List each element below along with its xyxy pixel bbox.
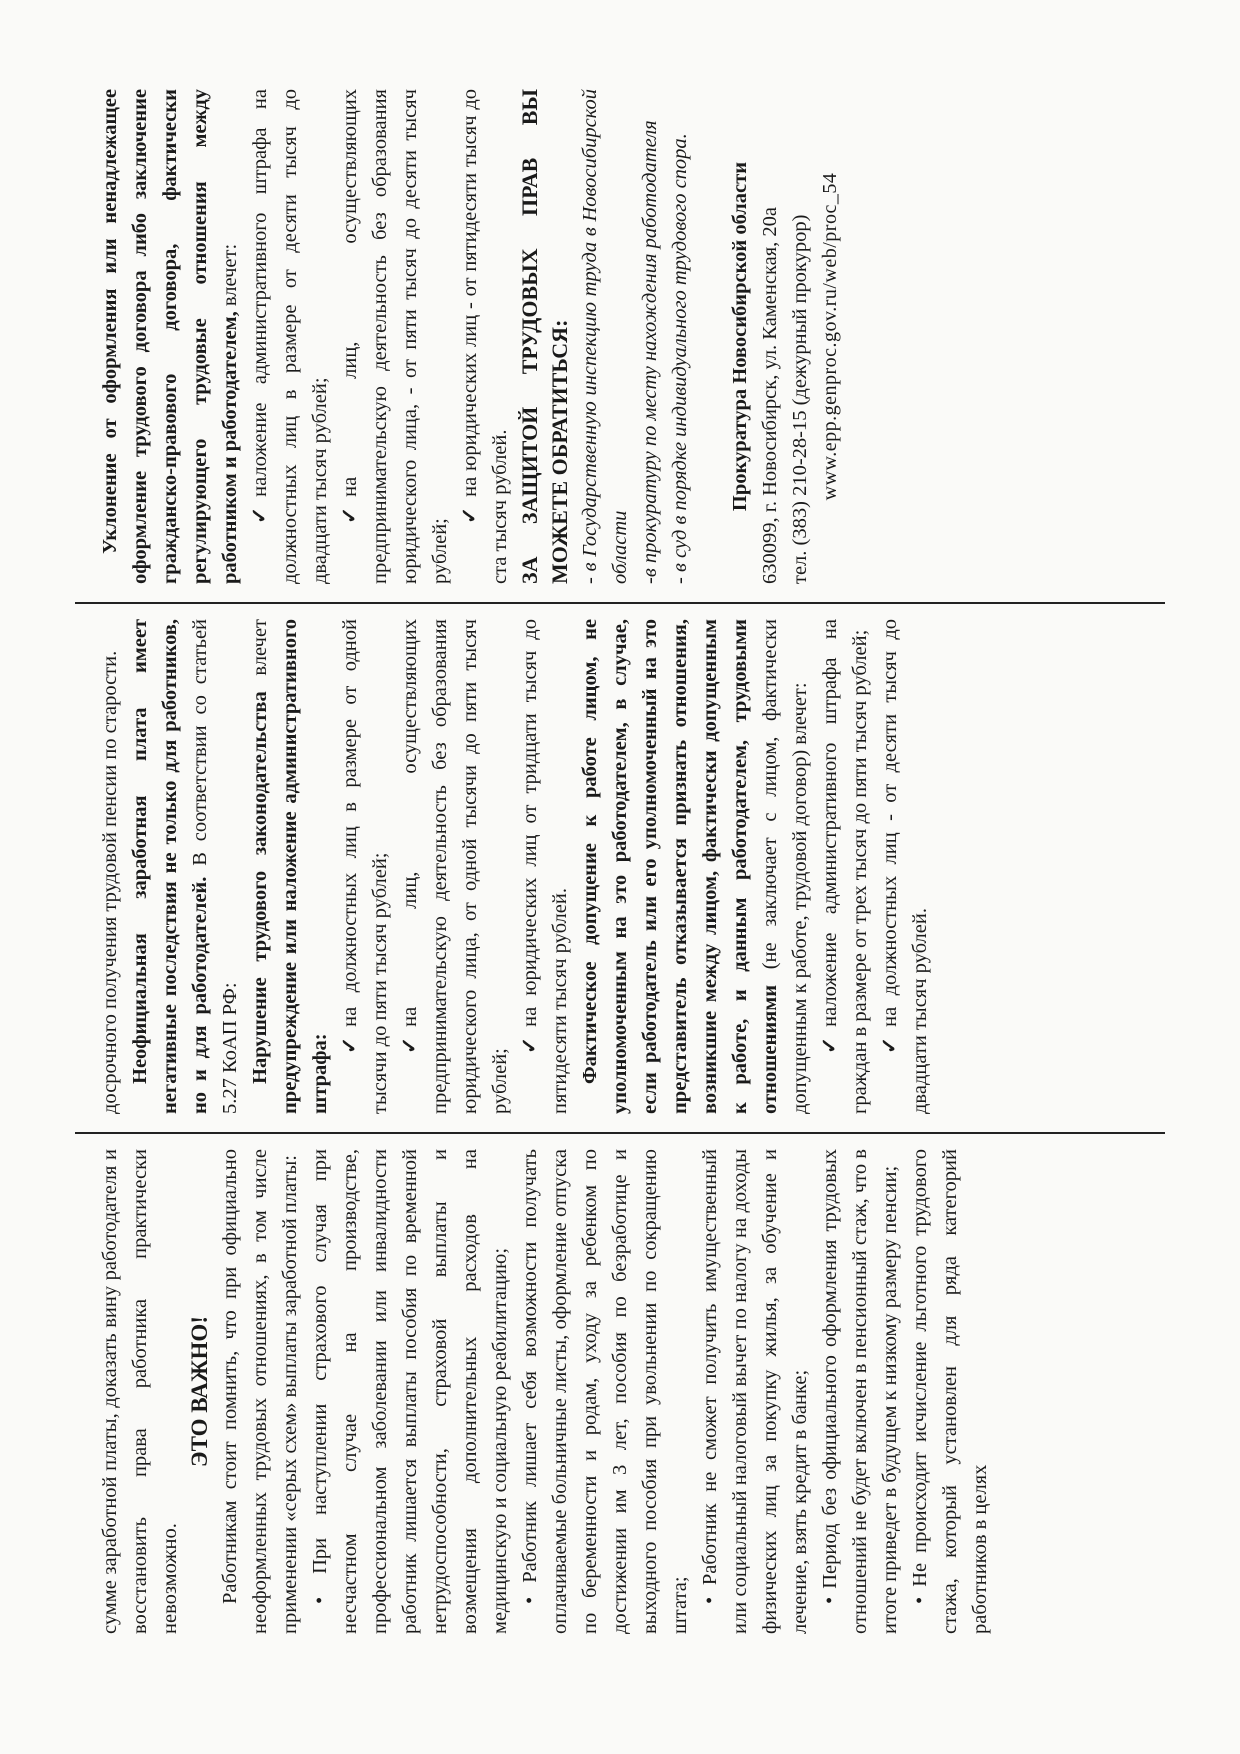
col2-paragraph-1: досрочного получения трудовой пенсии по старости. bbox=[99, 650, 121, 1114]
checkmark-icon: ✓ bbox=[399, 1036, 421, 1054]
col1-bullet-tax-deduction: • Работник не сможет получить имущественный или социальный налоговый вычет по налогу на доходы физических лиц за покупку жилья, за обучение и лечение, взять кредит в банке; bbox=[699, 1149, 811, 1634]
col2-fine-item-officials-2: ✓на должностных лиц - от десяти тысяч до двадцати тысяч рублей. bbox=[875, 619, 935, 1114]
col3-paragraph-1 bbox=[95, 89, 245, 584]
col1-bullet-preferential-service: • Не происходит исчисление льготного трудового стажа, который установлен для ряда категорий работников в целях bbox=[909, 1149, 991, 1634]
column-1 bbox=[95, 1149, 1155, 1634]
col2-paragraph-3 bbox=[245, 619, 335, 1114]
col2-fine-item-officials: ✓на должностных лиц в размере от одной тысячи до пяти тысяч рублей; bbox=[335, 619, 395, 1114]
checkmark-icon: ✓ bbox=[879, 1036, 901, 1054]
column-divider-2 bbox=[75, 602, 1165, 604]
prosecutor-office-name: Прокуратура Новосибирской области bbox=[729, 161, 751, 512]
col3-fine-item-legal-entities: ✓на юридических лиц - от пятидесяти тысяч до ста тысяч рублей. bbox=[455, 89, 515, 584]
col1-bullet-insurance: • При наступлении страхового случая при несчастном случае на производстве, профессиональном заболевании или инвалидности работник лишается выплаты пособия по временной нетрудоспособности, страховой выплаты и возмещения дополнительных расходов на медицинскую и социальную реабилитацию; bbox=[309, 1149, 511, 1634]
col2-violation-heading: Нарушение трудового законодательства bbox=[249, 691, 271, 1084]
col2-entails: влечет bbox=[249, 619, 271, 676]
col1-bullet-pension-period: • Период без официального оформления трудовых отношений не будет включен в пенсионный стаж, что в итоге приведет в будущем к низкому размеру пенсии; bbox=[819, 1149, 901, 1634]
col2-paragraph-2 bbox=[125, 619, 245, 1114]
prosecutor-office-address: 630099, г. Новосибирск, ул. Каменская, 20а bbox=[759, 207, 781, 584]
column-divider-1 bbox=[75, 1132, 1165, 1134]
checkmark-icon: ✓ bbox=[519, 1036, 541, 1054]
col3-entails: влечет: bbox=[219, 243, 241, 307]
column-3 bbox=[95, 89, 1155, 584]
checkmark-icon: ✓ bbox=[339, 1036, 361, 1054]
col3-evasion-heading: Уклонение от оформления или ненадлежащее оформление трудового договора либо заключение гражданско-правового договора, фактически регулирующего трудовые отношения между работником и работодателем, bbox=[99, 89, 241, 584]
col3-fine-item-entrepreneurs: ✓на лиц, осуществляющих предпринимательскую деятельность без образования юридического лица, - от пяти тысяч до десяти тысяч рублей; bbox=[335, 89, 455, 584]
col3-fine-item-officials: ✓наложение административного штрафа на должностных лиц в размере от десяти тысяч до двадцати тысяч рублей; bbox=[245, 89, 335, 584]
col2-paragraph-4 bbox=[575, 619, 815, 1114]
col2-fine-item-citizens: ✓наложение административного штрафа на граждан в размере от трех тысяч до пяти тысяч рублей; bbox=[815, 619, 875, 1114]
col2-actual-admission-rest: (не заключает с лицом, фактически допущенным к работе, трудовой договор) влечет: bbox=[759, 619, 811, 1114]
col2-bold-statement: Неофициальная заработная плата имеет негативные последствия не только для работников, но и для работодателей. bbox=[129, 619, 211, 1114]
column-2 bbox=[95, 619, 1155, 1114]
col2-article-reference: В соответствии со статьей 5.27 КоАП РФ: bbox=[189, 619, 241, 1114]
spacer bbox=[695, 89, 725, 584]
checkmark-icon: ✓ bbox=[819, 1036, 841, 1054]
col2-actual-admission-heading: Фактическое допущение к работе лицом, не уполномоченным на это работодателем, в случае, если работодатель или его уполномоченный на это представитель отказывается признать отношения, возникшие между лицом, фактически допущенным к работе, и данным работодателем, трудовыми отношениями bbox=[579, 619, 781, 1114]
contact-prosecutor-office: -в прокуратуру по месту нахождения работодателя bbox=[639, 120, 661, 584]
protection-heading: ЗА ЗАЩИТОЙ ТРУДОВЫХ ПРАВ ВЫ МОЖЕТЕ ОБРАТИТЬСЯ: bbox=[517, 89, 572, 584]
col1-bullet-sick-leave: • Работник лишает себя возможности получать оплачиваемые больничные листы, оформление отпуска по беременности и родам, уходу за ребенком по достижении им 3 лет, пособия по безработице и выходного пособия при увольнении по сокращению штата; bbox=[519, 1149, 691, 1634]
checkmark-icon: ✓ bbox=[339, 506, 361, 524]
col1-paragraph-1: сумме заработной платы, доказать вину работодателя и восстановить права работника практически невозможно. bbox=[99, 1149, 181, 1634]
checkmark-icon: ✓ bbox=[459, 506, 481, 524]
prosecutor-office-phone: тел. (383) 210-28-15 (дежурный прокурор) bbox=[789, 214, 811, 584]
col2-fine-item-entrepreneurs: ✓на лиц, осуществляющих предпринимательскую деятельность без образования юридического лица, от одной тысячи до пяти тысяч рублей; bbox=[395, 619, 515, 1114]
important-heading: ЭТО ВАЖНО! bbox=[187, 1316, 212, 1467]
contact-labor-inspection: - в Государственную инспекцию труда в Новосибирской области bbox=[579, 89, 631, 584]
contact-court: - в суд в порядке индивидуального трудового спора. bbox=[669, 133, 691, 584]
col1-paragraph-2: Работникам стоит помнить, что при официально неоформленных трудовых отношениях, в том числе применении «серых схем» выплаты заработной платы: bbox=[219, 1149, 301, 1634]
prosecutor-office-website[interactable]: www.epp.genproc.gov.ru/web/proc_54 bbox=[819, 172, 841, 501]
col2-fine-item-legal-entities: ✓на юридических лиц от тридцати тысяч до пятидесяти тысяч рублей. bbox=[515, 619, 575, 1114]
col2-penalty-heading: предупреждение или наложение административного штрафа: bbox=[279, 619, 331, 1114]
checkmark-icon: ✓ bbox=[249, 506, 271, 524]
